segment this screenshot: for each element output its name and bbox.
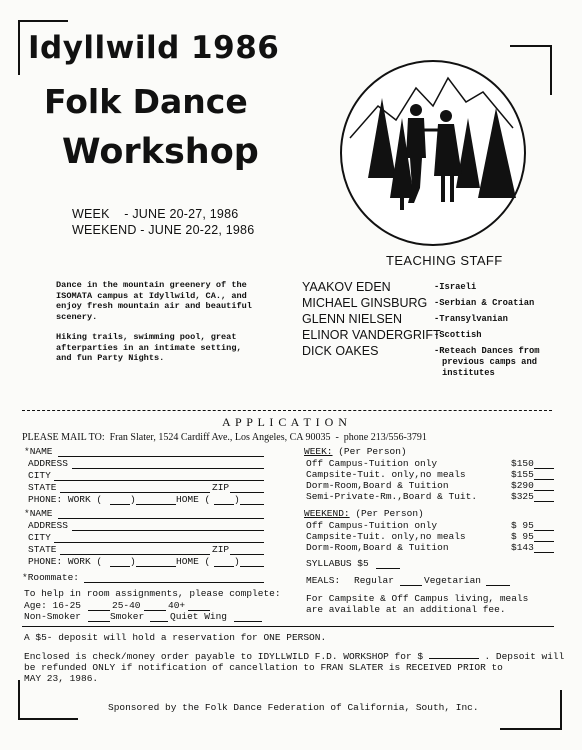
zip-label: ZIP [212,544,230,555]
state-field[interactable] [60,492,210,493]
deposit-line: A $5- deposit will hold a reservation for ONE PERSON. [24,632,327,643]
mail-to-line: PLEASE MAIL TO: Fran Slater, 1524 Cardiff Ave., Los Angeles, CA 90035 - phone 213/556-3791 [22,432,427,443]
syllabus-field[interactable] [376,568,400,569]
price-label: Dorm-Room,Board & Tuition [306,542,449,553]
price-blank[interactable] [534,468,554,469]
price-blank[interactable] [534,479,554,480]
roommate-field[interactable] [84,582,264,583]
meals-veg-field[interactable] [486,585,510,586]
weekend-item [306,542,534,553]
phone-home-field[interactable] [214,566,234,567]
quiet-wing-field[interactable] [234,621,262,622]
state-label: STATE [28,544,57,555]
name-label: *NAME [24,446,53,457]
week-prices [304,446,554,516]
non-smoker-field[interactable] [88,621,110,622]
price-label: Dorm-Room,Board & Tuition [306,480,449,491]
phone-work-field[interactable] [110,504,130,505]
age-40-label: 40+ [168,600,186,611]
staff-specialty: -Scottish [434,330,482,340]
price-blank[interactable] [534,552,554,553]
week-heading: WEEK: [304,446,333,457]
intro-line: Dance in the mountain greenery of the [56,280,247,290]
meals-regular-field[interactable] [400,585,422,586]
pref-row [24,611,284,625]
staff-specialty: -Israeli [434,282,477,292]
state-label: STATE [28,482,57,493]
phone-home-field-2[interactable] [240,504,264,505]
meals-note [306,593,528,615]
separator [22,410,552,411]
staff-name: MICHAEL GINSBURG [302,296,428,310]
address-label: ADDRESS [28,458,68,469]
syllabus-row [306,558,426,572]
zip-field[interactable] [230,554,264,555]
staff-specialty: -Transylvanian [434,314,508,324]
city-field[interactable] [54,480,264,481]
price-label: Semi-Private-Rm.,Board & Tuit. [306,491,478,502]
meals-label: MEALS: [306,575,341,586]
title-line-1: Idyllwild 1986 [28,30,280,66]
home-label: HOME ( [176,556,211,567]
roommate-row [22,572,282,586]
intro-line: ISOMATA campus at Idyllwild, CA., and [56,290,247,301]
enclosed-line-2: be refunded ONLY if notification of cancellation to FRAN SLATER is RECEIVED PRIOR to [24,662,503,673]
address-label: ADDRESS [28,520,68,531]
city-label: CITY [28,532,51,543]
syllabus-label: SYLLABUS $5 [306,558,369,569]
phone-work-field-2[interactable] [136,566,176,567]
intro-para-2 [56,332,242,364]
note-line: are available at an additional fee. [306,604,506,615]
week-item [306,491,534,502]
phone-home-field-2[interactable] [240,566,264,567]
weekend-heading: WEEKEND: [304,508,350,519]
intro-line: scenery. [56,311,98,322]
enclosed-text: . Depsoit will [484,651,565,662]
weekend-sub: (Per Person) [355,508,424,519]
intro-line: enjoy fresh mountain air and beautiful [56,301,252,312]
age-label: Age: 16-25 [24,600,82,611]
paren-close: ) [130,556,136,567]
price-label: Off Campus-Tuition only [306,458,438,469]
weekend-dates: WEEKEND - JUNE 20-22, 1986 [72,223,255,237]
amount-field[interactable] [429,648,479,659]
price-amount: $ 95 [511,520,534,531]
phone-work-label: PHONE: WORK ( [28,556,103,567]
person1-block [24,446,284,516]
phone-work-field-2[interactable] [136,504,176,505]
smoker-field[interactable] [150,621,168,622]
city-label: CITY [28,470,51,481]
age-25-40-label: 25-40 [112,600,141,611]
price-amount: $155 [511,469,534,480]
staff-specialty: -Serbian & Croatian [434,298,535,308]
price-amount: $290 [511,480,534,491]
note-line: For Campsite & Off Campus living, meals [306,593,529,604]
staff-specialty-cont: previous camps and [442,357,538,367]
phone-work-label: PHONE: WORK ( [28,494,103,505]
staff-name: DICK OAKES [302,344,379,358]
staff-specialty-cont: institutes [442,368,495,378]
enclosed-line-1 [24,648,565,662]
price-blank[interactable] [534,530,554,531]
week-item [306,458,534,469]
roommate-label: *Roommate: [22,572,80,583]
city-field[interactable] [54,542,264,543]
price-amount: $325 [511,491,534,502]
address-field[interactable] [72,530,264,531]
zip-label: ZIP [212,482,230,493]
address-field[interactable] [72,468,264,469]
enclosed-line-3: MAY 23, 1986. [24,673,99,684]
phone-home-field[interactable] [214,504,234,505]
deposit-divider [22,626,554,627]
weekend-item [306,520,534,531]
week-sub: (Per Person) [338,446,407,457]
state-field[interactable] [60,554,210,555]
staff-specialty: -Reteach Dances from [434,346,540,356]
name-field[interactable] [58,456,264,457]
intro-line: Hiking trails, swimming pool, great [56,332,237,342]
title-line-3: Workshop [62,132,259,172]
zip-field[interactable] [230,492,264,493]
week-item [306,469,534,480]
home-label: HOME ( [176,494,211,505]
intro-line: afterparties in an intimate setting, [56,342,242,353]
intro-line: and fun Party Nights. [56,353,165,364]
price-blank[interactable] [534,501,554,502]
room-help: To help in room assignments, please complete: [24,588,281,599]
meals-row [306,575,546,589]
application-heading: A P P L I C A T I O N [222,415,348,429]
price-amount: $150 [511,458,534,469]
teaching-staff-heading: TEACHING STAFF [386,253,503,268]
name-label: *NAME [24,508,53,519]
week-heading-row [304,446,407,457]
week-item [306,480,534,491]
meals-regular-label: Regular [354,575,394,586]
week-dates: WEEK - JUNE 20-27, 1986 [72,207,239,221]
price-label: Campsite-Tuit. only,no meals [306,469,466,480]
enclosed-block [24,648,565,684]
sponsor-line: Sponsored by the Folk Dance Federation of California, South, Inc. [108,702,479,713]
staff-name: GLENN NIELSEN [302,312,403,326]
price-label: Campsite-Tuit. only,no meals [306,531,466,542]
price-blank[interactable] [534,541,554,542]
price-amount: $ 95 [511,531,534,542]
phone-work-field[interactable] [110,566,130,567]
weekend-heading-row [304,508,424,519]
price-amount: $143 [511,542,534,553]
person2-block [24,508,284,578]
name-field[interactable] [58,518,264,519]
dancers-illustration [338,58,528,248]
price-label: Off Campus-Tuition only [306,520,438,531]
paren-close: ) [130,494,136,505]
smoker-label: Smoker [110,611,145,622]
non-smoker-label: Non-Smoker [24,611,82,622]
quiet-wing-label: Quiet Wing [170,611,228,622]
home-close: ) [234,556,240,567]
intro-para-1 [56,280,252,322]
meals-veg-label: Vegetarian [424,575,482,586]
weekend-item [306,531,534,542]
title-line-2: Folk Dance [44,82,248,121]
home-close: ) [234,494,240,505]
price-blank[interactable] [534,490,554,491]
staff-name: YAAKOV EDEN [302,280,391,294]
enclosed-text: Enclosed is check/money order payable to IDYLLWILD F.D. WORKSHOP for $ [24,651,424,662]
staff-name: ELINOR VANDERGRIFT [302,328,441,342]
